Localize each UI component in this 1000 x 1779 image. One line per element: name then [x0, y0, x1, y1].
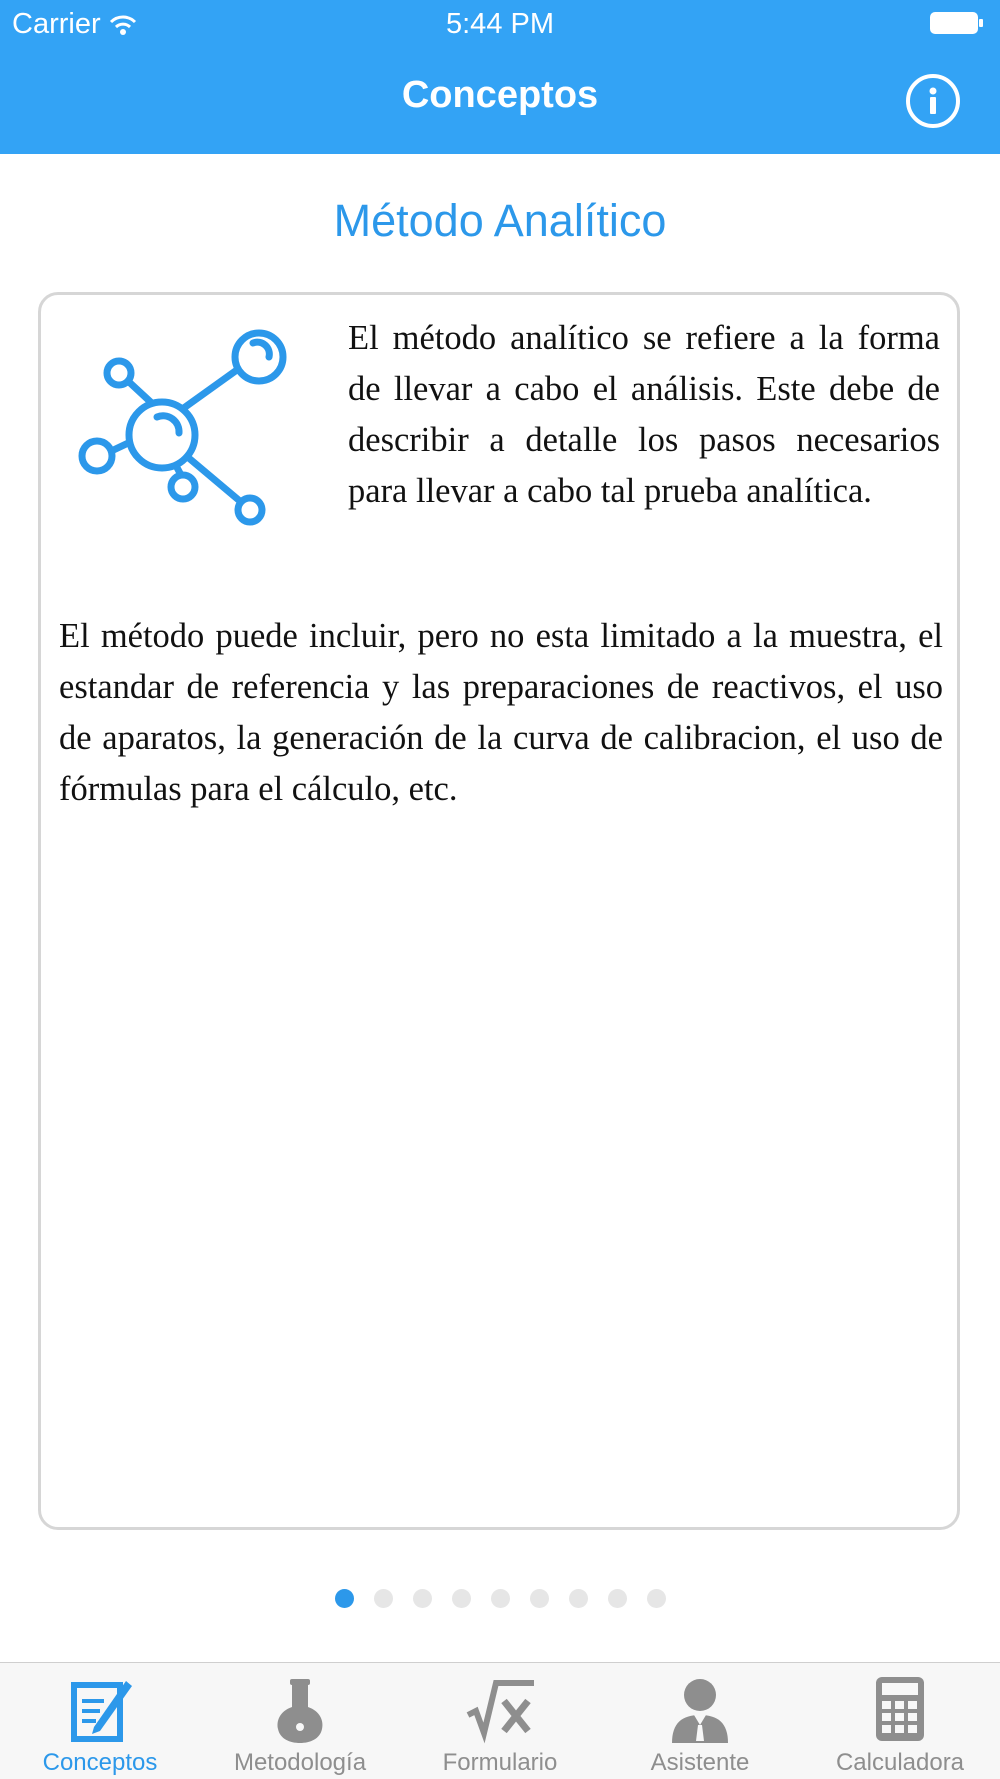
square-root-icon [464, 1673, 536, 1745]
tab-metodologia[interactable] [200, 1663, 400, 1779]
status-time: 5:44 PM [446, 8, 554, 40]
carrier-label: Carrier [12, 8, 101, 40]
person-icon [664, 1673, 736, 1745]
tab-label: Asistente [650, 1749, 750, 1776]
page-dot[interactable] [491, 1589, 510, 1608]
page-dot[interactable] [452, 1589, 471, 1608]
page-dot[interactable] [374, 1589, 393, 1608]
page-indicator[interactable] [0, 1586, 1000, 1610]
page-dot[interactable] [608, 1589, 627, 1608]
tab-calculadora[interactable] [800, 1663, 1000, 1779]
concept-paragraph-intro: El método analítico se refiere a la forma de llevar a cabo el análisis. Este debe de describir a detalle los pasos necesarios para llevar a cabo tal prueba analítica. [348, 319, 940, 510]
flask-icon [264, 1673, 336, 1745]
page-dot[interactable] [413, 1589, 432, 1608]
nav-title: Conceptos [401, 74, 599, 116]
tab-asistente[interactable] [600, 1663, 800, 1779]
page-dot[interactable] [335, 1589, 354, 1608]
concept-card [38, 292, 960, 1530]
tab-formulario[interactable] [400, 1663, 600, 1779]
concept-paragraph-detail: El método puede incluir, pero no esta limitado a la muestra, el estandar de referencia y las preparaciones de reactivos, el uso de aparatos, la generación de la curva de calibracion, el uso de fórmulas para el cálculo, etc. [59, 617, 943, 808]
tab-label: Conceptos [42, 1749, 158, 1776]
page-dot[interactable] [530, 1589, 549, 1608]
battery-icon [930, 12, 984, 34]
tab-label: Metodología [233, 1749, 367, 1776]
tab-label: Calculadora [835, 1749, 965, 1776]
tab-bar [0, 1662, 1000, 1779]
tab-label: Formulario [442, 1749, 558, 1776]
tab-conceptos[interactable] [0, 1663, 200, 1779]
page-dot[interactable] [647, 1589, 666, 1608]
page-dot[interactable] [569, 1589, 588, 1608]
molecule-icon [71, 325, 341, 565]
calculator-icon [864, 1673, 936, 1745]
edit-document-icon [64, 1673, 136, 1745]
navigation-header [0, 0, 1000, 154]
info-button[interactable] [906, 74, 960, 128]
page-title: Método Analítico [333, 195, 667, 246]
info-icon [910, 78, 956, 124]
